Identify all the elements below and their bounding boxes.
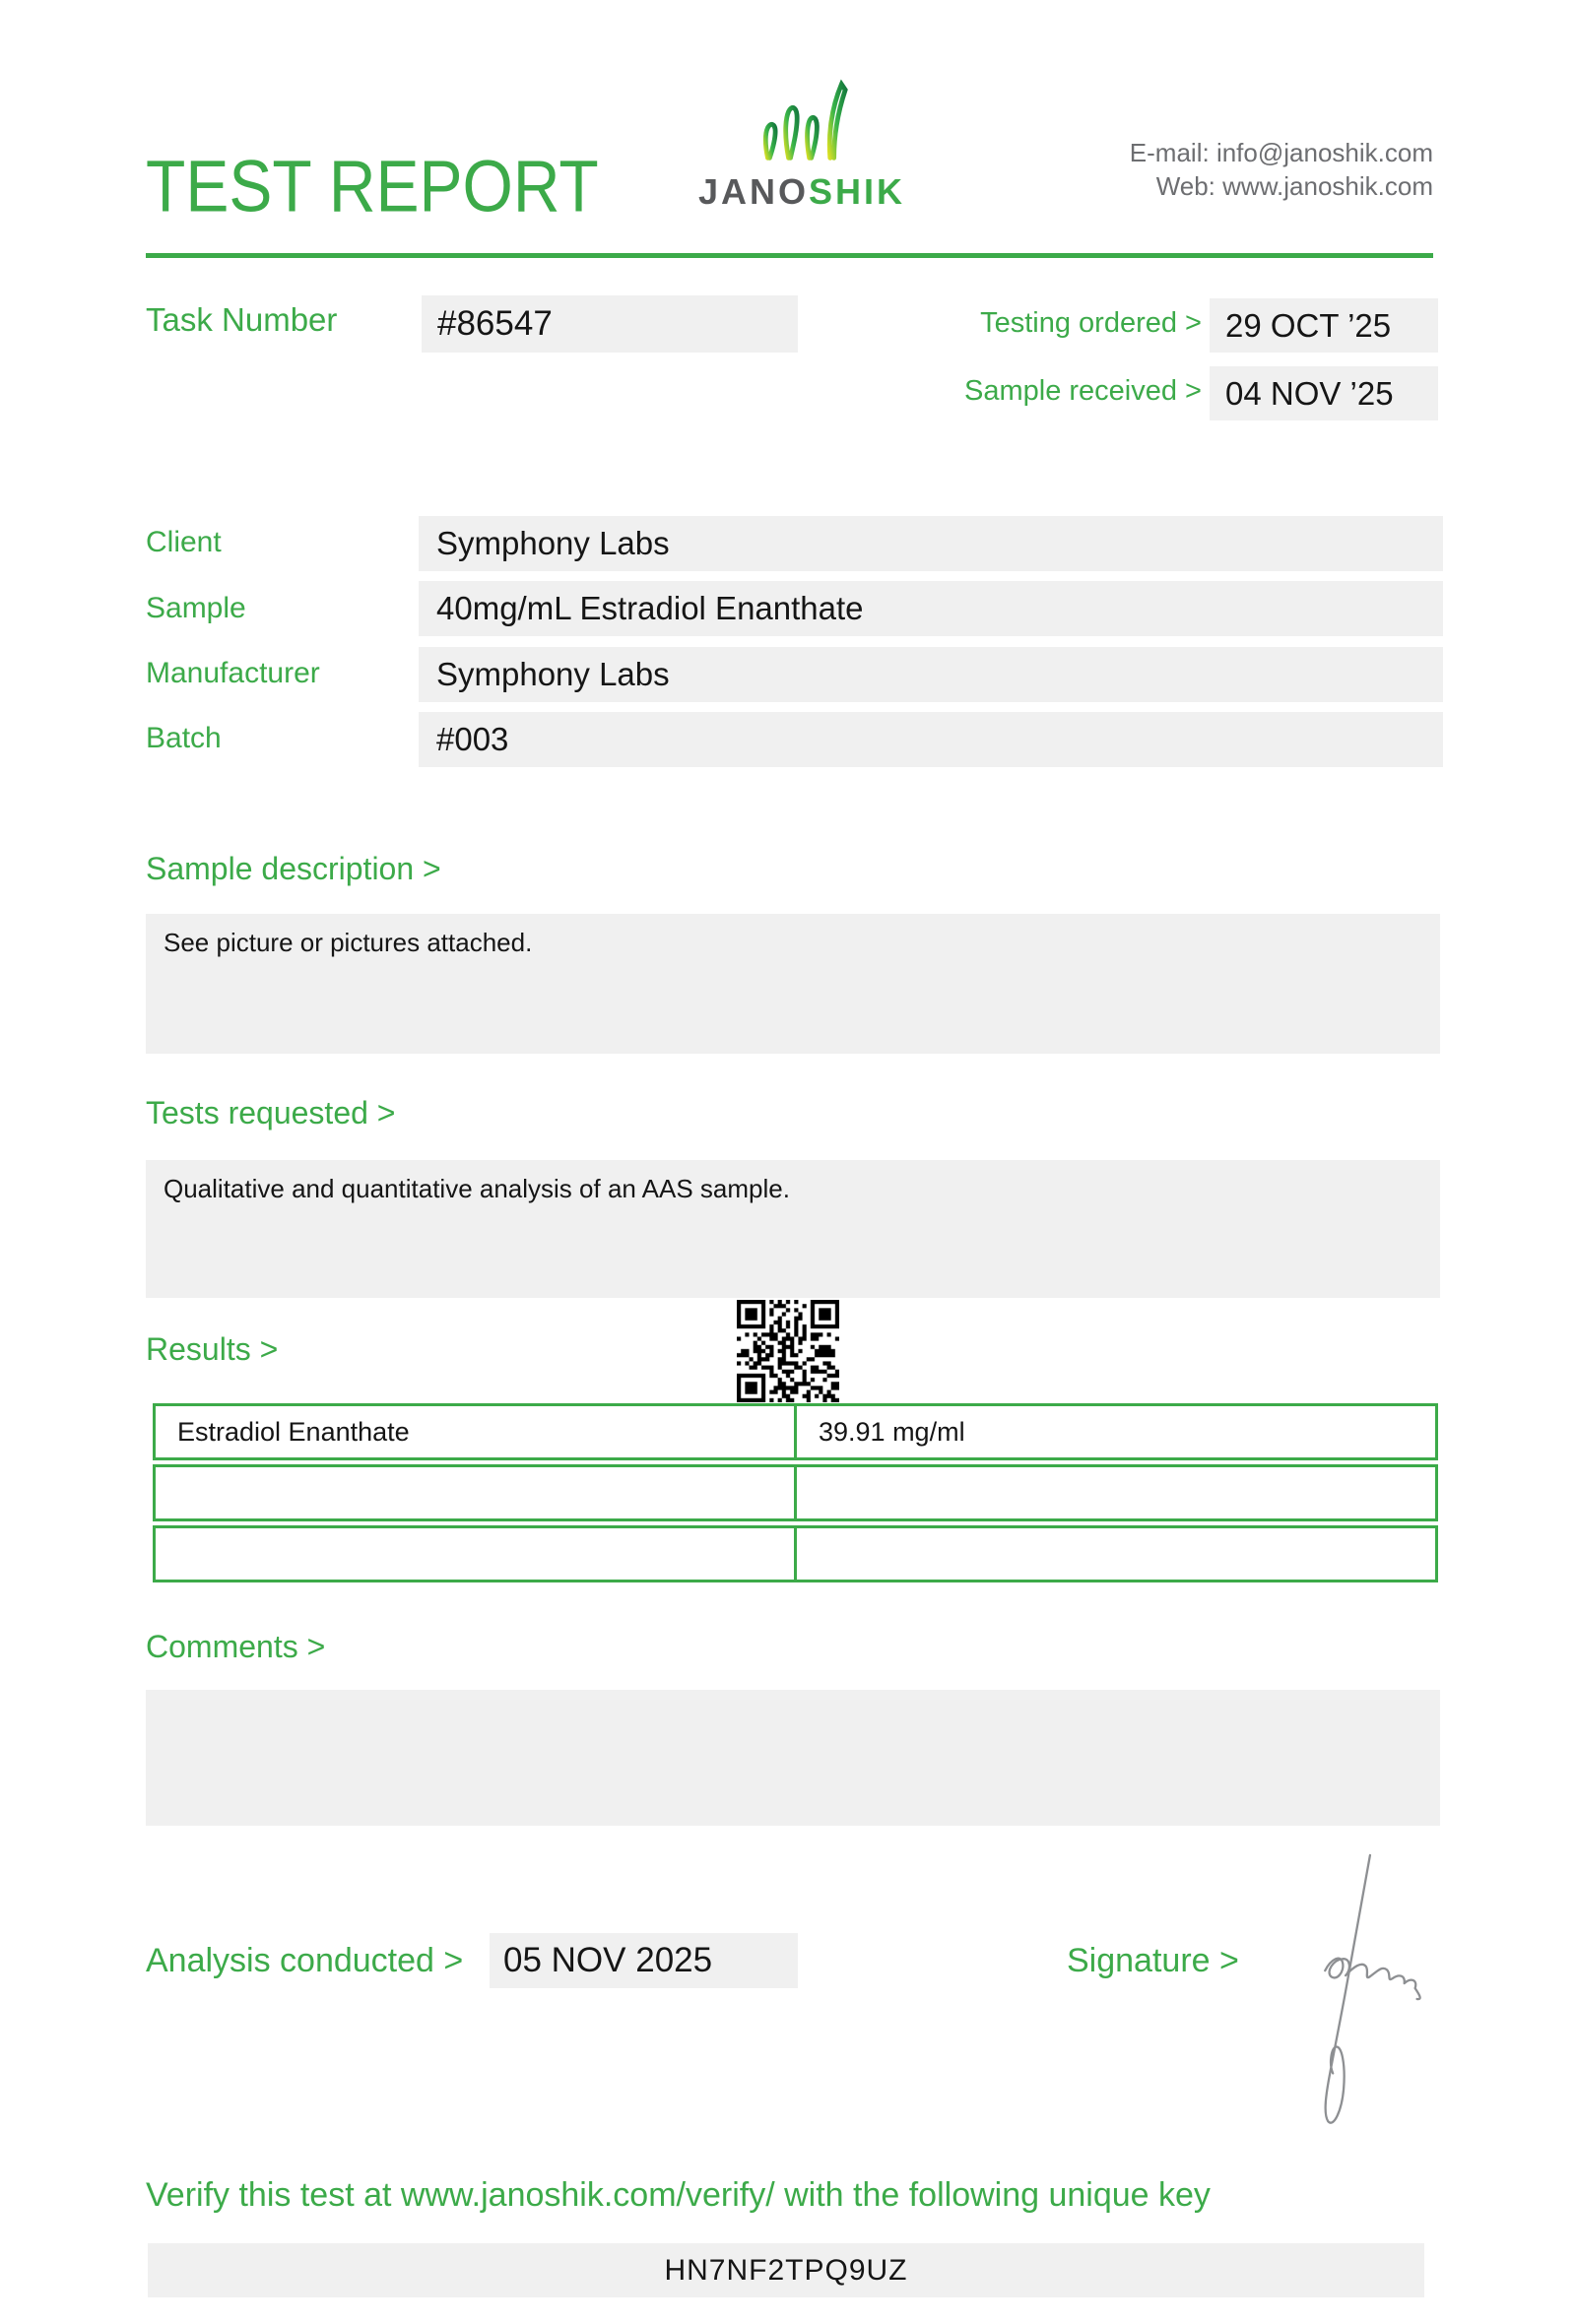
batch-label: Batch [146,722,222,754]
signature-label: Signature > [1067,1942,1239,1979]
logo-text-jano: JANO [697,171,810,212]
verify-key: HN7NF2TPQ9UZ [148,2243,1424,2297]
tests-requested-box: Qualitative and quantitative analysis of an AAS sample. [146,1160,1440,1298]
sample-label: Sample [146,592,246,624]
contact-info [1130,136,1433,203]
janoshik-logo-text [698,171,905,213]
email-label: E-mail: [1129,138,1210,167]
result-amount: 39.91 mg/ml [819,1416,965,1447]
manufacturer-value: Symphony Labs [419,647,1443,702]
client-value: Symphony Labs [419,516,1443,571]
contact-email-line [1130,136,1433,169]
comments-box [146,1690,1440,1826]
logo-text-shik: SHIK [809,171,906,212]
result-row [153,1464,1438,1521]
analysis-conducted-label: Analysis conducted > [146,1942,464,1979]
manufacturer-label: Manufacturer [146,657,320,689]
sample-description-heading: Sample description > [146,851,441,886]
email-value: info@janoshik.com [1215,138,1433,167]
web-value: www.janoshik.com [1222,171,1433,201]
verify-instruction: Verify this test at www.janoshik.com/verify/ with the following unique key [146,2176,1211,2214]
task-number-value: #86547 [422,295,798,353]
client-label: Client [146,526,222,558]
result-substance: Estradiol Enanthate [156,1406,797,1457]
page-title: TEST REPORT [146,145,599,226]
analysis-conducted-date: 05 NOV 2025 [490,1933,798,1988]
janoshik-logo-icon [755,75,849,165]
result-row [153,1403,1438,1460]
sample-received-label: Sample received > [964,375,1202,407]
web-label: Web: [1155,171,1215,201]
testing-ordered-value: 29 OCT ’25 [1210,298,1438,353]
result-amount [797,1467,1435,1518]
tests-requested-heading: Tests requested > [146,1095,396,1130]
testing-ordered-label: Testing ordered > [980,307,1202,339]
header-divider [146,253,1433,258]
task-number-label: Task Number [146,301,338,338]
contact-web-line [1130,169,1433,203]
sample-received-value: 04 NOV ’25 [1210,366,1438,420]
result-amount [797,1528,1435,1580]
result-substance [156,1467,797,1518]
results-heading: Results > [146,1331,279,1367]
result-substance [156,1528,797,1580]
sample-value: 40mg/mL Estradiol Enanthate [419,581,1443,636]
batch-value: #003 [419,712,1443,767]
signature-image [1285,1851,1433,2135]
sample-description-box: See picture or pictures attached. [146,914,1440,1054]
comments-heading: Comments > [146,1629,326,1664]
qr-code [737,1300,839,1402]
result-row [153,1525,1438,1582]
